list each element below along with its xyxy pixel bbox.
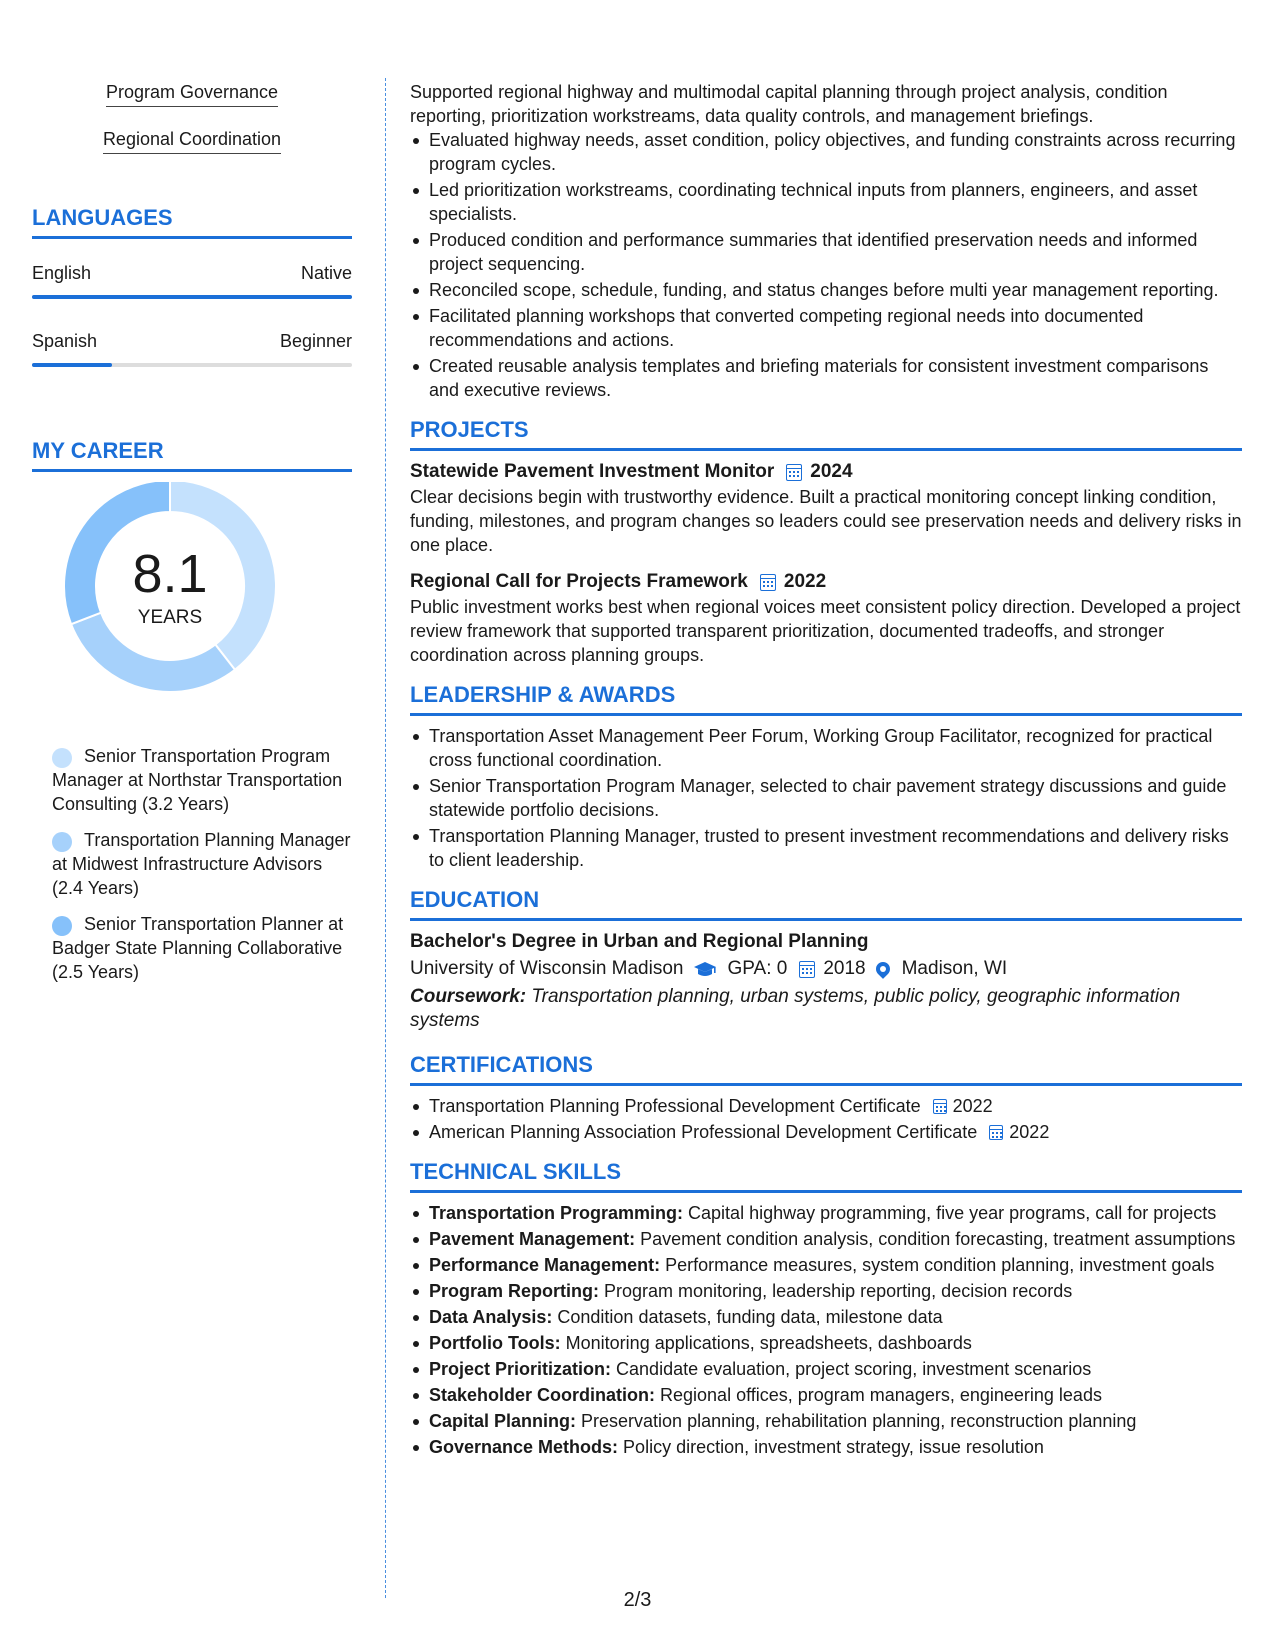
language-level: Native <box>300 263 352 283</box>
list-item: Data Analysis: Condition datasets, funding data, milestone data <box>410 1305 1242 1329</box>
experience-summary: Supported regional highway and multimodal capital planning through project analysis, condition reporting, prioritization workstreams, data quality controls, and management briefings. <box>410 82 1168 126</box>
degree: Bachelor's Degree in Urban and Regional Planning <box>410 931 869 952</box>
graduation-year: 2018 <box>823 958 866 979</box>
graduation-cap-icon <box>693 960 717 978</box>
list-item: Stakeholder Coordination: Regional offices, program managers, engineering leads <box>410 1383 1242 1407</box>
language-name: English <box>32 263 92 283</box>
calendar-icon <box>799 961 815 978</box>
project-year: 2024 <box>810 461 853 482</box>
technical-skills-section <box>410 1158 1242 1459</box>
coursework: Coursework: Transportation planning, urban systems, public policy, geographic information systems <box>410 986 1181 1031</box>
career-item: Senior Transportation Program Manager at Northstar Transportation Consulting (3.2 Years) <box>52 746 343 814</box>
column-divider <box>385 78 386 1598</box>
education-section <box>410 886 1242 1033</box>
list-item: Reconciled scope, schedule, funding, and status changes before multi year management reporting. <box>410 278 1242 302</box>
career-item: Senior Transportation Planner at Badger State Planning Collaborative (2.5 Years) <box>52 914 344 982</box>
leadership-section <box>410 681 1242 872</box>
location-pin-icon <box>873 959 893 979</box>
project-description: Public investment works best when regional voices meet consistent policy direction. Developed a project review framework that supported transparent prioritization, documented tradeoffs, and stronger coordination across planning groups. <box>410 597 1241 665</box>
certifications-section <box>410 1051 1242 1144</box>
language-level: Beginner <box>279 331 352 351</box>
list-item: Project Prioritization: Candidate evaluation, project scoring, investment scenarios <box>410 1357 1242 1381</box>
leadership-title: LEADERSHIP & AWARDS <box>410 681 1242 716</box>
gpa: GPA: 0 <box>727 958 788 979</box>
list-item: Produced condition and performance summaries that identified preservation needs and informed project sequencing. <box>410 228 1242 276</box>
education-title: EDUCATION <box>410 886 1242 921</box>
list-item: Facilitated planning workshops that converted competing regional needs into documented recommendations and actions. <box>410 304 1242 352</box>
list-item: Transportation Programming: Capital highway programming, five year programs, call for projects <box>410 1201 1242 1225</box>
language-bar-fill <box>32 295 352 299</box>
language-name: Spanish <box>32 331 98 351</box>
certifications-title: CERTIFICATIONS <box>410 1051 1242 1086</box>
career-unit: YEARS <box>137 607 203 628</box>
skill-tags <box>32 80 352 154</box>
career-donut <box>32 482 352 732</box>
list-item: Evaluated highway needs, asset condition, policy objectives, and funding constraints across recurring program cycles. <box>410 128 1242 176</box>
calendar-icon <box>760 574 776 591</box>
projects-title: PROJECTS <box>410 416 1242 451</box>
school-name: University of Wisconsin Madison <box>410 958 684 979</box>
legend-dot-icon <box>52 748 72 768</box>
list-item: Transportation Asset Management Peer Forum, Working Group Facilitator, recognized for practical cross functional coordination. <box>410 724 1242 772</box>
page-number: 2/3 <box>623 1589 652 1611</box>
list-item: Led prioritization workstreams, coordinating technical inputs from planners, engineers, and asset specialists. <box>410 178 1242 226</box>
list-item: Pavement Management: Pavement condition analysis, condition forecasting, treatment assumptions <box>410 1227 1242 1251</box>
languages-title: LANGUAGES <box>32 204 352 239</box>
languages-section <box>32 204 352 367</box>
calendar-icon <box>989 1125 1003 1140</box>
career-title: MY CAREER <box>32 437 352 472</box>
calendar-icon <box>933 1099 947 1114</box>
language-bar-fill <box>32 363 112 367</box>
skill-tag: Regional Coordination <box>32 127 352 154</box>
list-item: Created reusable analysis templates and briefing materials for consistent investment comparisons and executive reviews. <box>410 354 1242 402</box>
project-item <box>410 459 1242 557</box>
project-name: Statewide Pavement Investment Monitor <box>410 461 775 482</box>
legend-dot-icon <box>52 916 72 936</box>
career-legend <box>32 744 352 984</box>
project-year: 2022 <box>783 571 827 592</box>
career-section <box>32 437 352 984</box>
list-item: Portfolio Tools: Monitoring applications, spreadsheets, dashboards <box>410 1331 1242 1355</box>
career-item: Transportation Planning Manager at Midwest Infrastructure Advisors (2.4 Years) <box>52 830 351 898</box>
skill-tag: Program Governance <box>32 80 352 107</box>
project-item <box>410 569 1242 667</box>
education-meta <box>410 955 1242 983</box>
list-item: Senior Transportation Program Manager, selected to chair pavement strategy discussions and guide statewide portfolio decisions. <box>410 774 1242 822</box>
legend-dot-icon <box>52 832 72 852</box>
right-column <box>410 80 1242 1461</box>
language-bar <box>32 295 352 299</box>
list-item: Capital Planning: Preservation planning, rehabilitation planning, reconstruction planning <box>410 1409 1242 1433</box>
list-item: American Planning Association Professional Development Certificate 2022 <box>410 1120 1242 1144</box>
list-item: Governance Methods: Policy direction, investment strategy, issue resolution <box>410 1435 1242 1459</box>
experience-bullets <box>410 128 1242 402</box>
technical-skills-title: TECHNICAL SKILLS <box>410 1158 1242 1193</box>
list-item: Program Reporting: Program monitoring, leadership reporting, decision records <box>410 1279 1242 1303</box>
list-item: Performance Management: Performance measures, system condition planning, investment goals <box>410 1253 1242 1277</box>
list-item: Transportation Planning Manager, trusted to present investment recommendations and delivery risks to client leadership. <box>410 824 1242 872</box>
school-location: Madison, WI <box>901 958 1008 979</box>
project-description: Clear decisions begin with trustworthy evidence. Built a practical monitoring concept linking condition, funding, milestones, and program changes so leaders could see preservation needs and delivery risks in one place. <box>410 487 1242 555</box>
language-item <box>32 261 352 299</box>
list-item: Transportation Planning Professional Development Certificate 2022 <box>410 1094 1242 1118</box>
language-item <box>32 329 352 367</box>
project-name: Regional Call for Projects Framework <box>410 571 748 592</box>
experience-section <box>410 80 1242 402</box>
career-total: 8.1 <box>132 544 208 604</box>
language-bar <box>32 363 352 367</box>
calendar-icon <box>786 464 802 481</box>
projects-section <box>410 416 1242 667</box>
left-column <box>32 80 352 996</box>
